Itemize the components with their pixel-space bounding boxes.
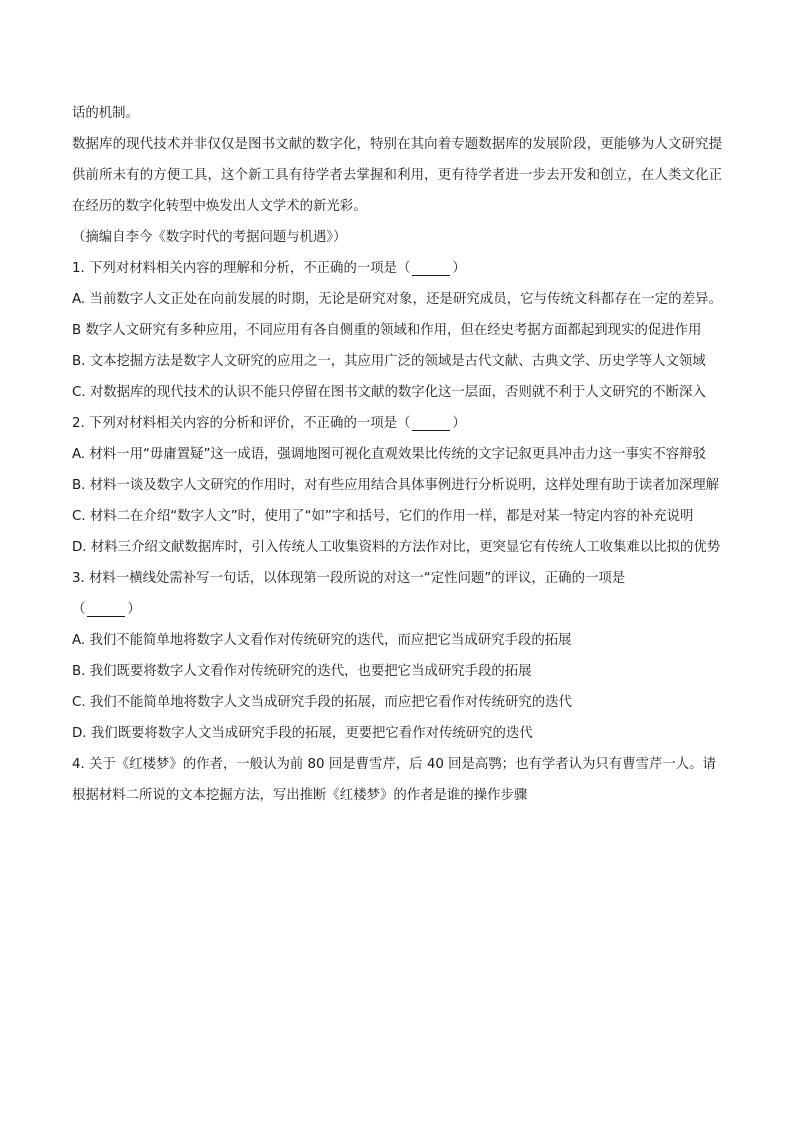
question-1-option-a: A. 当前数字人文正处在向前发展的时期，无论是研究对象，还是研究成员，它与传统文科都存在一定的差异。B 数字人文研究有多种应用，不同应用有各自侧重的领域和作用，但在经史考据方面都起到现实的促进作用: [72, 292, 722, 338]
question-2: [72, 408, 722, 563]
question-1-stem: [72, 253, 722, 284]
question-3-option-c: C. 我们不能简单地将数字人文当成研究手段的拓展，而应把它看作对传统研究的迭代: [72, 695, 572, 710]
question-2-option-d: D. 材料三介绍文献数据库时，引入传统人工收集资料的方法作对比，更突显它有传统人工收集难以比拟的优势: [72, 540, 721, 555]
question-3-stem-close: ）: [127, 602, 141, 617]
question-2-stem-text: 2. 下列对材料相关内容的分析和评价，不正确的一项是（: [72, 416, 411, 431]
question-1-option-b: B. 文本挖掘方法是数字人文研究的应用之一，其应用广泛的领域是古代文献、古典文学、历史学等人文领域: [72, 354, 706, 369]
document-body: [72, 98, 722, 811]
question-3-option-a: A. 我们不能简单地将数字人文看作对传统研究的迭代，而应把它当成研究手段的拓展: [72, 633, 572, 648]
question-4: [72, 749, 722, 811]
question-1-stem-text: 1. 下列对材料相关内容的理解和分析，不正确的一项是（: [72, 261, 411, 276]
answer-blank-2[interactable]: [412, 416, 450, 431]
question-3-option-d: D. 我们既要将数字人文当成研究手段的拓展，更要把它看作对传统研究的迭代: [72, 726, 533, 741]
question-4-stem: 4. 关于《红楼梦》的作者，一般认为前 80 回是曹雪芹，后 40 回是高鹗；也有学者认为只有曹雪芹一人。请根据材料二所说的文本挖掘方法，写出推断《红楼梦》的作者是谁的操作步骤: [72, 757, 716, 803]
question-2-option-b: B. 材料一谈及数字人文研究的作用时，对有些应用结合具体事例进行分析说明，这样处理有助于读者加深理解: [72, 478, 720, 493]
answer-blank-1[interactable]: [412, 261, 450, 276]
question-3-stem-line2: [72, 594, 722, 625]
answer-blank-3[interactable]: [87, 602, 125, 617]
question-3-option-b: B. 我们既要将数字人文看作对传统研究的迭代，也要把它当成研究手段的拓展: [72, 664, 532, 679]
passage-source: （摘编自李今《数字时代的考据问题与机遇》）: [72, 230, 347, 245]
question-1-option-c: C. 对数据库的现代技术的认识不能只停留在图书文献的数字化这一层面，否则就不利于人文研究的不断深入: [72, 385, 706, 400]
question-3-stem-open: （: [72, 602, 86, 617]
question-2-stem-close: ）: [452, 416, 466, 431]
question-1-stem-close: ）: [452, 261, 466, 276]
question-2-stem: [72, 408, 722, 439]
passage-continuation: 话的机制。: [72, 106, 139, 121]
question-1: [72, 253, 722, 408]
question-2-option-a: A. 材料一用“毋庸置疑”这一成语，强调地图可视化直观效果比传统的文字记叙更具冲击力这一事实不容辩驳: [72, 447, 706, 462]
question-3: [72, 563, 722, 749]
question-2-option-c: C. 材料二在介绍“数字人文”时，使用了“如”字和括号，它们的作用一样，都是对某一特定内容的补充说明: [72, 509, 694, 524]
question-3-stem: 3. 材料一横线处需补写一句话，以体现第一段所说的对这一“定性问题”的评议，正确的一项是: [72, 571, 626, 586]
passage-paragraph-database: 数据库的现代技术并非仅仅是图书文献的数字化，特别在其向着专题数据库的发展阶段，更能够为人文研究提供前所未有的方便工具，这个新工具有待学者去掌握和利用，更有待学者进一步去开发和创立，在人类文化正在经历的数字化转型中焕发出人文学术的新光彩。: [72, 137, 722, 214]
